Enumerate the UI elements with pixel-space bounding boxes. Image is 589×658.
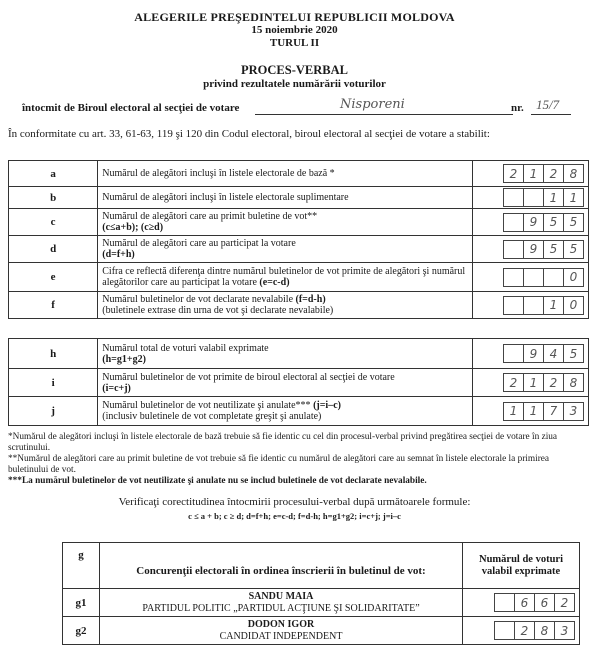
digit-boxes xyxy=(477,402,584,421)
candidates-table xyxy=(62,542,580,645)
digit-box[interactable]: 1 xyxy=(563,188,584,207)
digit-box[interactable] xyxy=(503,344,524,363)
digit-boxes xyxy=(467,621,575,640)
row-h xyxy=(9,339,589,369)
digit-box[interactable]: 2 xyxy=(503,164,524,183)
digit-box[interactable]: 5 xyxy=(543,240,564,259)
digit-box[interactable]: 6 xyxy=(514,593,535,612)
row-description xyxy=(98,369,472,397)
row-letter: a xyxy=(9,161,98,187)
row-a xyxy=(9,161,589,187)
candidate-info xyxy=(100,617,463,645)
row-formula: (j=i–c) xyxy=(313,400,341,411)
row-note: (inclusiv buletinele de vot completate greşit şi anulate) xyxy=(102,411,322,422)
digit-box[interactable]: 9 xyxy=(523,240,544,259)
candidate-party: PARTIDUL POLITIC „PARTIDUL ACŢIUNE ŞI SOLIDARITATE” xyxy=(142,602,420,614)
digit-boxes xyxy=(467,593,575,612)
candidate-votes xyxy=(463,617,580,645)
row-description xyxy=(98,161,472,187)
row-d xyxy=(9,236,589,263)
locality-value: Nisporeni xyxy=(340,97,405,112)
row-text: Numărul buletinelor de vot declarate nevalabile xyxy=(102,294,294,305)
digit-box[interactable]: 1 xyxy=(503,402,524,421)
candidate-row xyxy=(63,589,580,617)
digit-box[interactable] xyxy=(523,296,544,315)
bureau-line xyxy=(8,99,583,117)
footnote-2: **Numărul de alegători care au primit buletine de vot trebuie să fie identic cu numărul de alegători care au semnat în listele electorale la primirea buletinului de vot. xyxy=(8,454,550,475)
row-description xyxy=(98,187,472,209)
digit-box[interactable]: 5 xyxy=(543,213,564,232)
candidate-row xyxy=(63,617,580,645)
digit-box[interactable]: 7 xyxy=(543,402,564,421)
election-round: TURUL II xyxy=(269,37,320,49)
digit-box[interactable]: 1 xyxy=(543,296,564,315)
row-f xyxy=(9,292,589,319)
row-i xyxy=(9,369,589,397)
row-value xyxy=(472,292,588,319)
digit-box[interactable]: 8 xyxy=(563,164,584,183)
digit-box[interactable]: 8 xyxy=(534,621,555,640)
row-description xyxy=(98,236,472,263)
row-text: Cifra ce reflectă diferenţa dintre numărul buletinelor de vot primite de alegători şi numărul alegătorilor care au participat la votare xyxy=(102,266,466,288)
digit-boxes xyxy=(477,296,584,315)
results-table-1 xyxy=(8,160,589,319)
row-j xyxy=(9,397,589,426)
row-text: Numărul de alegători incluşi în listele electorale suplimentare xyxy=(102,192,349,203)
digit-boxes xyxy=(477,268,584,287)
digit-box[interactable] xyxy=(494,621,515,640)
row-e xyxy=(9,263,589,292)
row-value xyxy=(472,236,588,263)
digit-box[interactable]: 5 xyxy=(563,240,584,259)
digit-box[interactable]: 3 xyxy=(563,402,584,421)
digit-boxes xyxy=(477,188,584,207)
candidate-info xyxy=(100,589,463,617)
row-note: (buletinele extrase din urna de vot şi declarate nevalabile) xyxy=(102,305,334,316)
digit-box[interactable] xyxy=(523,188,544,207)
row-text: Numărul de alegători incluşi în listele electorale de bază * xyxy=(102,168,335,179)
row-letter: i xyxy=(9,369,98,397)
row-letter: h xyxy=(9,339,98,369)
row-value xyxy=(472,397,588,426)
digit-box[interactable]: 4 xyxy=(543,344,564,363)
row-description xyxy=(98,209,472,236)
row-b xyxy=(9,187,589,209)
number-value: 15/7 xyxy=(536,97,560,112)
row-letter: b xyxy=(9,187,98,209)
row-value xyxy=(472,161,588,187)
row-text: Numărul total de voturi valabil exprimate xyxy=(102,342,269,354)
results-table-2 xyxy=(8,338,589,426)
digit-box[interactable]: 1 xyxy=(523,164,544,183)
digit-boxes xyxy=(477,164,584,183)
row-formula: (c≤a+b); (c≥d) xyxy=(102,222,164,233)
verification-text: Verificaţi corectitudinea întocmirii procesului-verbal după următoarele formule: xyxy=(118,496,471,508)
digit-box[interactable]: 2 xyxy=(503,373,524,392)
candidate-name: DODON IGOR xyxy=(247,618,315,630)
row-text: Numărul de alegători care au participat la votare xyxy=(102,238,296,249)
digit-box[interactable] xyxy=(503,268,524,287)
candidates-header-row xyxy=(63,543,580,589)
digit-box[interactable]: 2 xyxy=(543,164,564,183)
candidate-votes xyxy=(463,589,580,617)
digit-box[interactable]: 5 xyxy=(563,213,584,232)
row-letter: f xyxy=(9,292,98,319)
header-g: g xyxy=(63,543,100,589)
digit-boxes xyxy=(477,344,584,363)
digit-box[interactable]: 0 xyxy=(563,296,584,315)
intro-text: În conformitate cu art. 33, 61-63, 119 şi 120 din Codul electoral, biroul electoral al secţiei de votare a stabilit: xyxy=(8,128,490,140)
digit-box[interactable]: 3 xyxy=(554,621,575,640)
digit-box[interactable] xyxy=(503,188,524,207)
election-title: ALEGERILE PREŞEDINTELUI REPUBLICII MOLDOVA xyxy=(134,10,455,24)
row-letter: d xyxy=(9,236,98,263)
digit-box[interactable]: 8 xyxy=(563,373,584,392)
digit-box[interactable]: 9 xyxy=(523,344,544,363)
row-letter: c xyxy=(9,209,98,236)
digit-box[interactable] xyxy=(543,268,564,287)
digit-box[interactable]: 2 xyxy=(554,593,575,612)
row-formula: (h=g1+g2) xyxy=(102,353,146,365)
row-text: Numărul buletinelor de vot primite de biroul electoral al secţiei de votare xyxy=(102,371,395,383)
digit-box[interactable]: 6 xyxy=(534,593,555,612)
row-description xyxy=(98,292,472,319)
digit-box[interactable] xyxy=(503,296,524,315)
digit-box[interactable]: 1 xyxy=(523,402,544,421)
row-letter: j xyxy=(9,397,98,426)
digit-box[interactable]: 5 xyxy=(563,344,584,363)
candidate-name: SANDU MAIA xyxy=(248,590,314,602)
digit-box[interactable]: 9 xyxy=(523,213,544,232)
row-c xyxy=(9,209,589,236)
digit-box[interactable]: 2 xyxy=(514,621,535,640)
row-value xyxy=(472,263,588,292)
digit-boxes xyxy=(477,240,584,259)
row-value xyxy=(472,209,588,236)
bureau-label: întocmit de Biroul electoral al secţiei de votare xyxy=(22,102,240,114)
row-description xyxy=(98,397,472,426)
number-underline xyxy=(531,114,571,115)
row-formula: (d=f+h) xyxy=(102,249,135,260)
footnote-1: *Numărul de alegători incluşi în listele electorale de bază trebuie să fie identic cu cel din procesul-verbal privind pregătirea secţiei de votare în ziua scrutinului. xyxy=(8,432,558,453)
header-competitors: Concurenţii electorali în ordinea înscrierii în buletinul de vot: xyxy=(100,543,463,589)
digit-boxes xyxy=(477,213,584,232)
footnote-3: ***La numărul buletinelor de vot neutilizate şi anulate nu se includ buletinele de vot declarate nevalabile. xyxy=(8,476,427,486)
candidate-party: CANDIDAT INDEPENDENT xyxy=(219,630,343,642)
digit-box[interactable]: 1 xyxy=(543,188,564,207)
row-description xyxy=(98,263,472,292)
number-label: nr. xyxy=(511,102,524,114)
digit-box[interactable]: 0 xyxy=(563,268,584,287)
row-value xyxy=(472,339,588,369)
digit-boxes xyxy=(477,373,584,392)
digit-box[interactable] xyxy=(503,240,524,259)
verification-formulas: c ≤ a + b; c ≥ d; d=f+h; e=c-d; f=d-h; h=g1+g2; i=c+j; j=i–c xyxy=(188,511,401,521)
digit-box[interactable] xyxy=(523,268,544,287)
row-value xyxy=(472,369,588,397)
locality-underline xyxy=(255,114,513,115)
row-text: Numărul de alegători care au primit buletine de vot** xyxy=(102,211,318,222)
digit-box[interactable] xyxy=(503,213,524,232)
row-description xyxy=(98,339,472,369)
row-letter: e xyxy=(9,263,98,292)
digit-box[interactable]: 2 xyxy=(543,373,564,392)
digit-box[interactable]: 1 xyxy=(523,373,544,392)
candidate-code: g2 xyxy=(63,617,100,645)
footnotes xyxy=(8,432,582,487)
digit-box[interactable] xyxy=(494,593,515,612)
candidate-code: g1 xyxy=(63,589,100,617)
row-value xyxy=(472,187,588,209)
election-date: 15 noiembrie 2020 xyxy=(251,24,338,36)
row-formula: (e=c-d) xyxy=(259,277,290,288)
document-title: PROCES-VERBAL xyxy=(241,63,348,77)
document-subtitle: privind rezultatele numărării voturilor xyxy=(203,78,386,90)
header-votes: Numărul de voturi valabil exprimate xyxy=(463,543,580,589)
row-formula: (i=c+j) xyxy=(102,382,131,394)
row-formula: (f=d-h) xyxy=(295,294,326,305)
row-text: Numărul buletinelor de vot neutilizate şi anulate*** xyxy=(102,400,311,411)
